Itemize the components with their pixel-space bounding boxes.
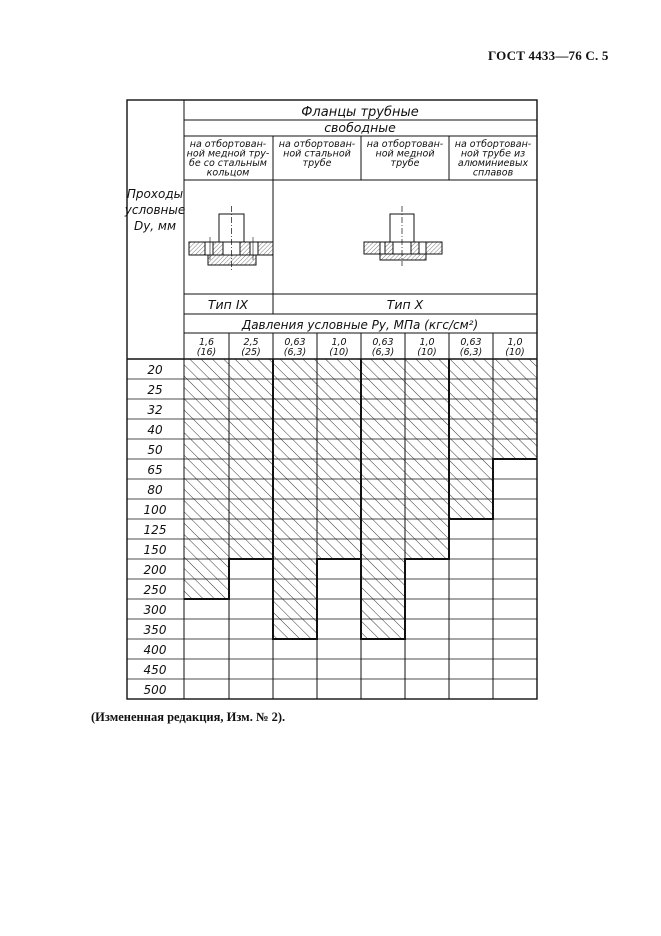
row-header-label: Проходы: [126, 187, 184, 201]
dn-value: 450: [143, 663, 167, 677]
dn-value: 32: [147, 403, 163, 417]
pressure-mpa: 0,63: [284, 337, 306, 348]
pressure-mpa: 1,0: [507, 337, 523, 348]
pressure-kgs: (6,3): [459, 347, 483, 358]
subgroup-title: свободные: [324, 120, 396, 135]
pressure-kgs: (6,3): [283, 347, 307, 358]
column-description: на отбортован-: [278, 139, 356, 150]
row-header-label: Dу, мм: [133, 219, 177, 233]
dn-value: 40: [147, 423, 163, 437]
column-description: сплавов: [472, 167, 514, 179]
column-description: кольцом: [206, 167, 250, 179]
dn-value: 150: [143, 543, 167, 557]
dn-value: 100: [143, 503, 167, 517]
pressure-kgs: (25): [241, 347, 261, 358]
type-x-label: Тип X: [386, 297, 424, 312]
dn-value: 65: [147, 463, 163, 477]
column-description: на отбортован-: [454, 139, 532, 150]
flange-type-x-drawing: [364, 206, 442, 266]
column-description: на отбортован-: [189, 139, 267, 150]
pressure-mpa: 2,5: [243, 337, 259, 348]
pressure-mpa: 0,63: [460, 337, 482, 348]
column-description: трубе: [302, 158, 332, 169]
dn-value: 500: [143, 683, 167, 697]
flange-type-ix-drawing: [189, 206, 273, 272]
dn-value: 200: [143, 563, 167, 577]
type-ix-label: Тип IX: [207, 297, 249, 312]
column-description: ной трубе из: [460, 148, 526, 160]
column-description: на отбортован-: [366, 139, 444, 150]
column-description: алюминиевых: [457, 158, 529, 169]
column-description: трубе: [390, 158, 420, 169]
pressure-mpa: 0,63: [372, 337, 394, 348]
column-description: ной медной: [375, 148, 435, 160]
column-description: ной медной тру-: [186, 148, 270, 160]
pressure-mpa: 1,0: [419, 337, 435, 348]
group-title: Фланцы трубные: [301, 105, 419, 120]
column-description: ной стальной: [283, 148, 351, 160]
dn-value: 300: [143, 603, 167, 617]
pressure-kgs: (10): [505, 347, 525, 358]
dn-value: 250: [143, 583, 167, 597]
pressure-kgs: (10): [329, 347, 349, 358]
page-header: ГОСТ 4433—76 С. 5: [488, 48, 609, 63]
row-header-label: условные: [124, 203, 186, 217]
pressure-title: Давления условные Pу, МПа (кгс/см²): [241, 318, 479, 332]
applicable-range-col-8: [493, 359, 537, 459]
dn-value: 50: [147, 443, 163, 457]
pressure-kgs: (10): [417, 347, 437, 358]
pressure-kgs: (16): [196, 347, 217, 358]
dn-value: 80: [147, 483, 163, 497]
pressure-kgs: (6,3): [371, 347, 395, 358]
dn-value: 400: [143, 643, 167, 657]
dn-value: 125: [143, 523, 167, 537]
amendment-note: (Измененная редакция, Изм. № 2).: [91, 710, 286, 724]
dn-value: 20: [147, 363, 163, 377]
pressure-mpa: 1,0: [331, 337, 347, 348]
dn-value: 350: [143, 623, 167, 637]
dn-value: 25: [147, 383, 163, 397]
pressure-mpa: 1,6: [198, 337, 215, 348]
column-description: бе со стальным: [189, 158, 267, 169]
